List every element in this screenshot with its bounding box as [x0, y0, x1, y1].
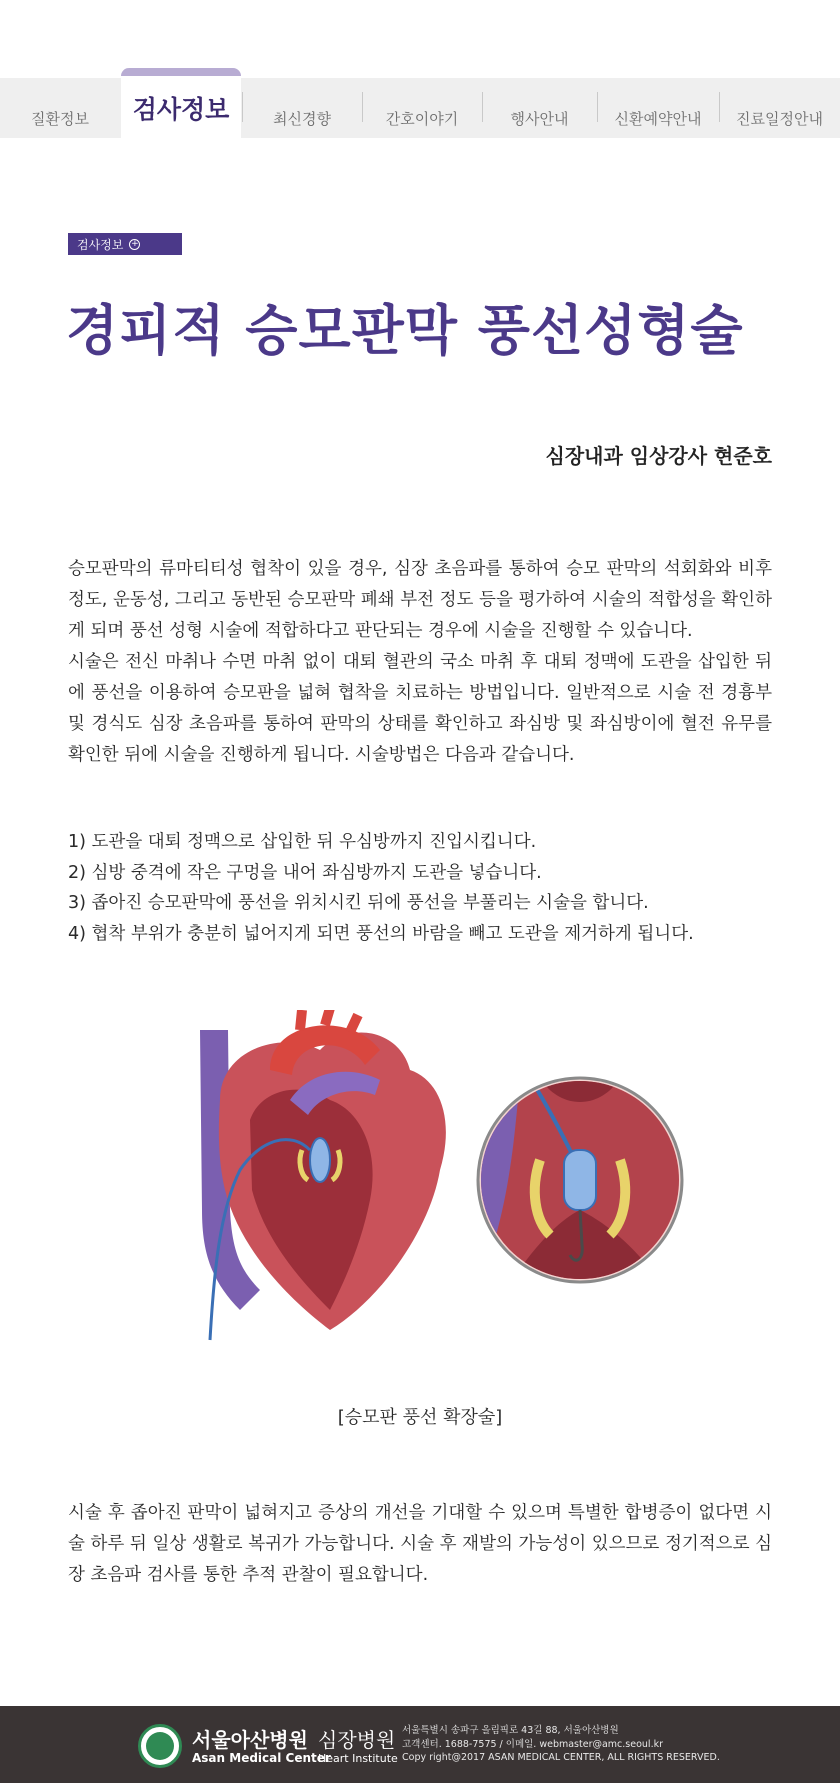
heart-balloon-illustration [180, 1010, 690, 1350]
intro-paragraph: 시술은 전신 마취나 수면 마취 없이 대퇴 혈관의 국소 마취 후 대퇴 정맥에 도관을 삽입한 뒤에 풍선을 이용하여 승모판을 넓혀 협착을 치료하는 방법입니다. 일반적으로 시술 전 경흉부 및 경식도 심장 초음파를 통하여 판막의 상태를 확인하고 좌심방 및 좌심방이에 혈전 유무를 확인한 뒤에 시술을 진행하게 됩니다. 시술방법은 다음과 같습니다. [68, 652, 772, 765]
hospital-logo-icon[interactable] [138, 1724, 182, 1768]
outro-paragraph: 시술 후 좁아진 판막이 넓혀지고 증상의 개선을 기대할 수 있으며 특별한 합병증이 없다면 시술 하루 뒤 일상 생활로 복귀가 가능합니다. 시술 후 재발의 가능성이 있으므로 정기적으로 심장 초음파 검사를 통한 추적 관찰이 필요합니다. [68, 1503, 772, 1585]
intro-text [68, 554, 772, 771]
category-tag-label: 검사정보 [77, 237, 124, 252]
nav-tab-label: 진료일정안내 [736, 110, 823, 128]
author-byline: 심장내과 임상강사 현준호 [545, 444, 772, 468]
top-nav [0, 78, 840, 138]
nav-tab-exam-info[interactable] [121, 68, 241, 138]
nav-tab-label: 최신경향 [273, 110, 331, 128]
category-tag[interactable] [68, 233, 182, 255]
nav-tab-label: 검사정보 [132, 95, 230, 124]
site-footer [0, 1706, 840, 1783]
footer-contact: 고객센터. 1688-7575 / 이메일. webmaster@amc.seoul.kr [402, 1738, 663, 1750]
procedure-step: 2) 심방 중격에 작은 구멍을 내어 좌심방까지 도관을 넣습니다. [68, 862, 542, 883]
procedure-step: 1) 도관을 대퇴 정맥으로 삽입한 뒤 우심방까지 진입시킵니다. [68, 832, 537, 852]
nav-tab-nursing-stories[interactable] [362, 78, 482, 138]
nav-tab-events[interactable] [482, 78, 597, 138]
footer-copyright: Copy right@2017 ASAN MEDICAL CENTER, ALL RIGHTS RESERVED. [402, 1752, 720, 1763]
procedure-step: 4) 협착 부위가 충분히 넓어지게 되면 풍선의 바람을 빼고 도관을 제거하게 됩니다. [68, 923, 694, 944]
procedure-steps [68, 827, 788, 949]
institute-name-en: Heart Institute [318, 1752, 398, 1765]
logo-emblem [146, 1732, 174, 1760]
hospital-name-en: Asan Medical Center [192, 1751, 331, 1765]
nav-tab-label: 질환정보 [31, 110, 89, 128]
page-title: 경피적 승모판막 풍선성형술 [66, 299, 744, 362]
plus-circle-icon: + [131, 238, 139, 249]
nav-tab-latest-trends[interactable] [242, 78, 362, 138]
nav-tab-label: 행사안내 [510, 110, 569, 128]
nav-tab-label: 간호이야기 [385, 110, 459, 128]
intro-paragraph: 승모판막의 류마티티성 협착이 있을 경우, 심장 초음파를 통하여 승모 판막의 석회화와 비후 정도, 운동성, 그리고 동반된 승모판막 폐쇄 부전 정도 등을 평가하여 시술의 적합성을 확인하게 되며 풍선 성형 시술에 적합하다고 판단되는 경우에 시술을 진행할 수 있습니다. [68, 559, 772, 641]
figure-caption: [승모판 풍선 확장술] [337, 1407, 503, 1428]
footer-contact-info [402, 1724, 720, 1765]
nav-tab-disease-info[interactable] [0, 78, 120, 138]
nav-tab-schedule[interactable] [719, 78, 840, 138]
outro-text [68, 1498, 772, 1591]
procedure-step: 3) 좁아진 승모판막에 풍선을 위치시킨 뒤에 풍선을 부풀리는 시술을 합니다. [68, 893, 649, 913]
footer-address: 서울특별시 송파구 올림픽로 43길 88, 서울아산병원 [402, 1725, 619, 1736]
institute-name-ko: 심장병원 [318, 1728, 396, 1752]
nav-tab-label: 신환예약안내 [614, 110, 702, 128]
hospital-name-ko: 서울아산병원 [192, 1728, 308, 1752]
nav-tab-new-patient-booking[interactable] [597, 78, 719, 138]
